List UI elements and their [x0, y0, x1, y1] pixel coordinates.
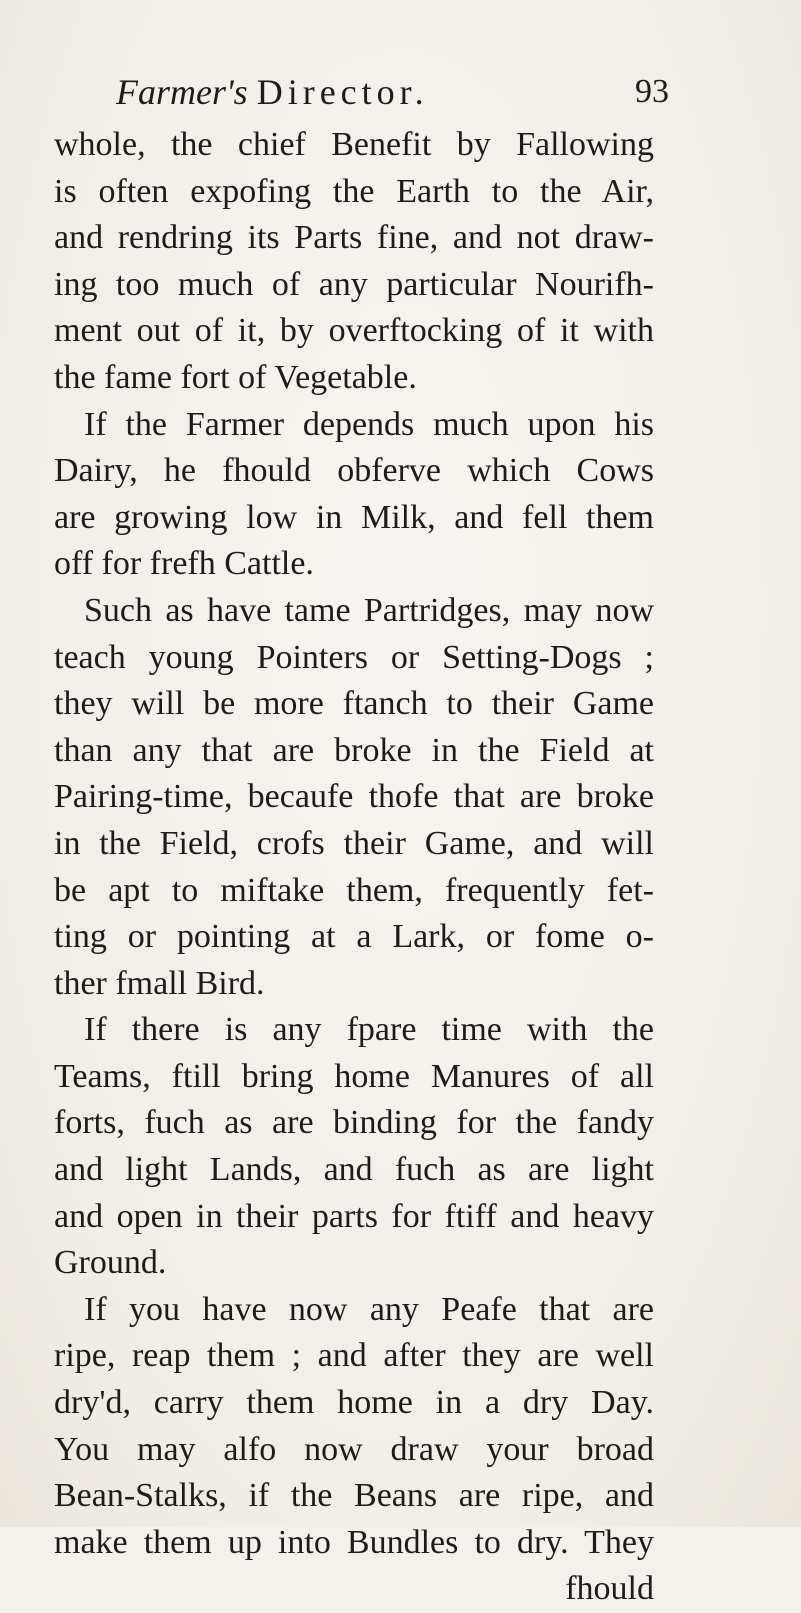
text-line: Teams, ftill bring home Manures of all: [54, 1057, 654, 1095]
running-title-italic: Farmer's: [116, 72, 248, 112]
text-line: Ground.: [54, 1244, 167, 1282]
text-line: If you have now any Peafe that are: [84, 1290, 654, 1328]
body-text: [54, 122, 654, 1613]
text-line: in the Field, crofs their Game, and will: [54, 824, 654, 862]
text-line: forts, fuch as are binding for the fandy: [54, 1104, 654, 1142]
text-line: ting or pointing at a Lark, or fome o-: [54, 918, 654, 956]
text-line: they will be more ftanch to their Game: [54, 685, 654, 723]
text-line: ing too much of any particular Nourifh-: [54, 265, 654, 303]
text-line: is often expofing the Earth to the Air,: [54, 172, 654, 210]
text-line: and light Lands, and fuch as are light: [54, 1151, 654, 1189]
text-line: and open in their parts for ftiff and heavy: [54, 1197, 654, 1235]
text-line: are growing low in Milk, and fell them: [54, 498, 654, 536]
running-header: [94, 62, 669, 122]
text-line: ripe, reap them ; and after they are well: [54, 1337, 654, 1375]
text-line: ther fmall Bird.: [54, 964, 265, 1002]
text-line: the fame fort of Vegetable.: [54, 358, 417, 396]
text-line: make them up into Bundles to dry. They: [54, 1523, 654, 1561]
text-line: fhould: [565, 1570, 654, 1608]
page-number: 93: [635, 73, 669, 110]
text-line: whole, the chief Benefit by Fallowing: [54, 126, 654, 163]
text-line: dry'd, carry them home in a dry Day.: [54, 1384, 654, 1422]
text-line: be apt to miftake them, frequently fet-: [54, 871, 654, 909]
text-line: Pairing-time, becaufe thofe that are broke: [54, 778, 654, 816]
text-line: off for frefh Cattle.: [54, 545, 314, 583]
text-line: than any that are broke in the Field at: [54, 731, 654, 769]
text-line: Dairy, he fhould obferve which Cows: [54, 452, 654, 490]
text-line: You may alfo now draw your broad: [54, 1430, 654, 1468]
text-line: Bean-Stalks, if the Beans are ripe, and: [54, 1477, 654, 1515]
text-line: Such as have tame Partridges, may now: [84, 591, 654, 629]
text-line: teach young Pointers or Setting-Dogs ;: [54, 638, 654, 676]
running-title: [116, 62, 429, 122]
running-title-caps: Director.: [256, 72, 429, 112]
text-line: If the Farmer depends much upon his: [84, 405, 654, 443]
text-line: and rendring its Parts fine, and not draw-: [54, 219, 654, 257]
text-line: If there is any fpare time with the: [84, 1011, 654, 1049]
text-line: ment out of it, by overftocking of it with: [54, 312, 654, 350]
